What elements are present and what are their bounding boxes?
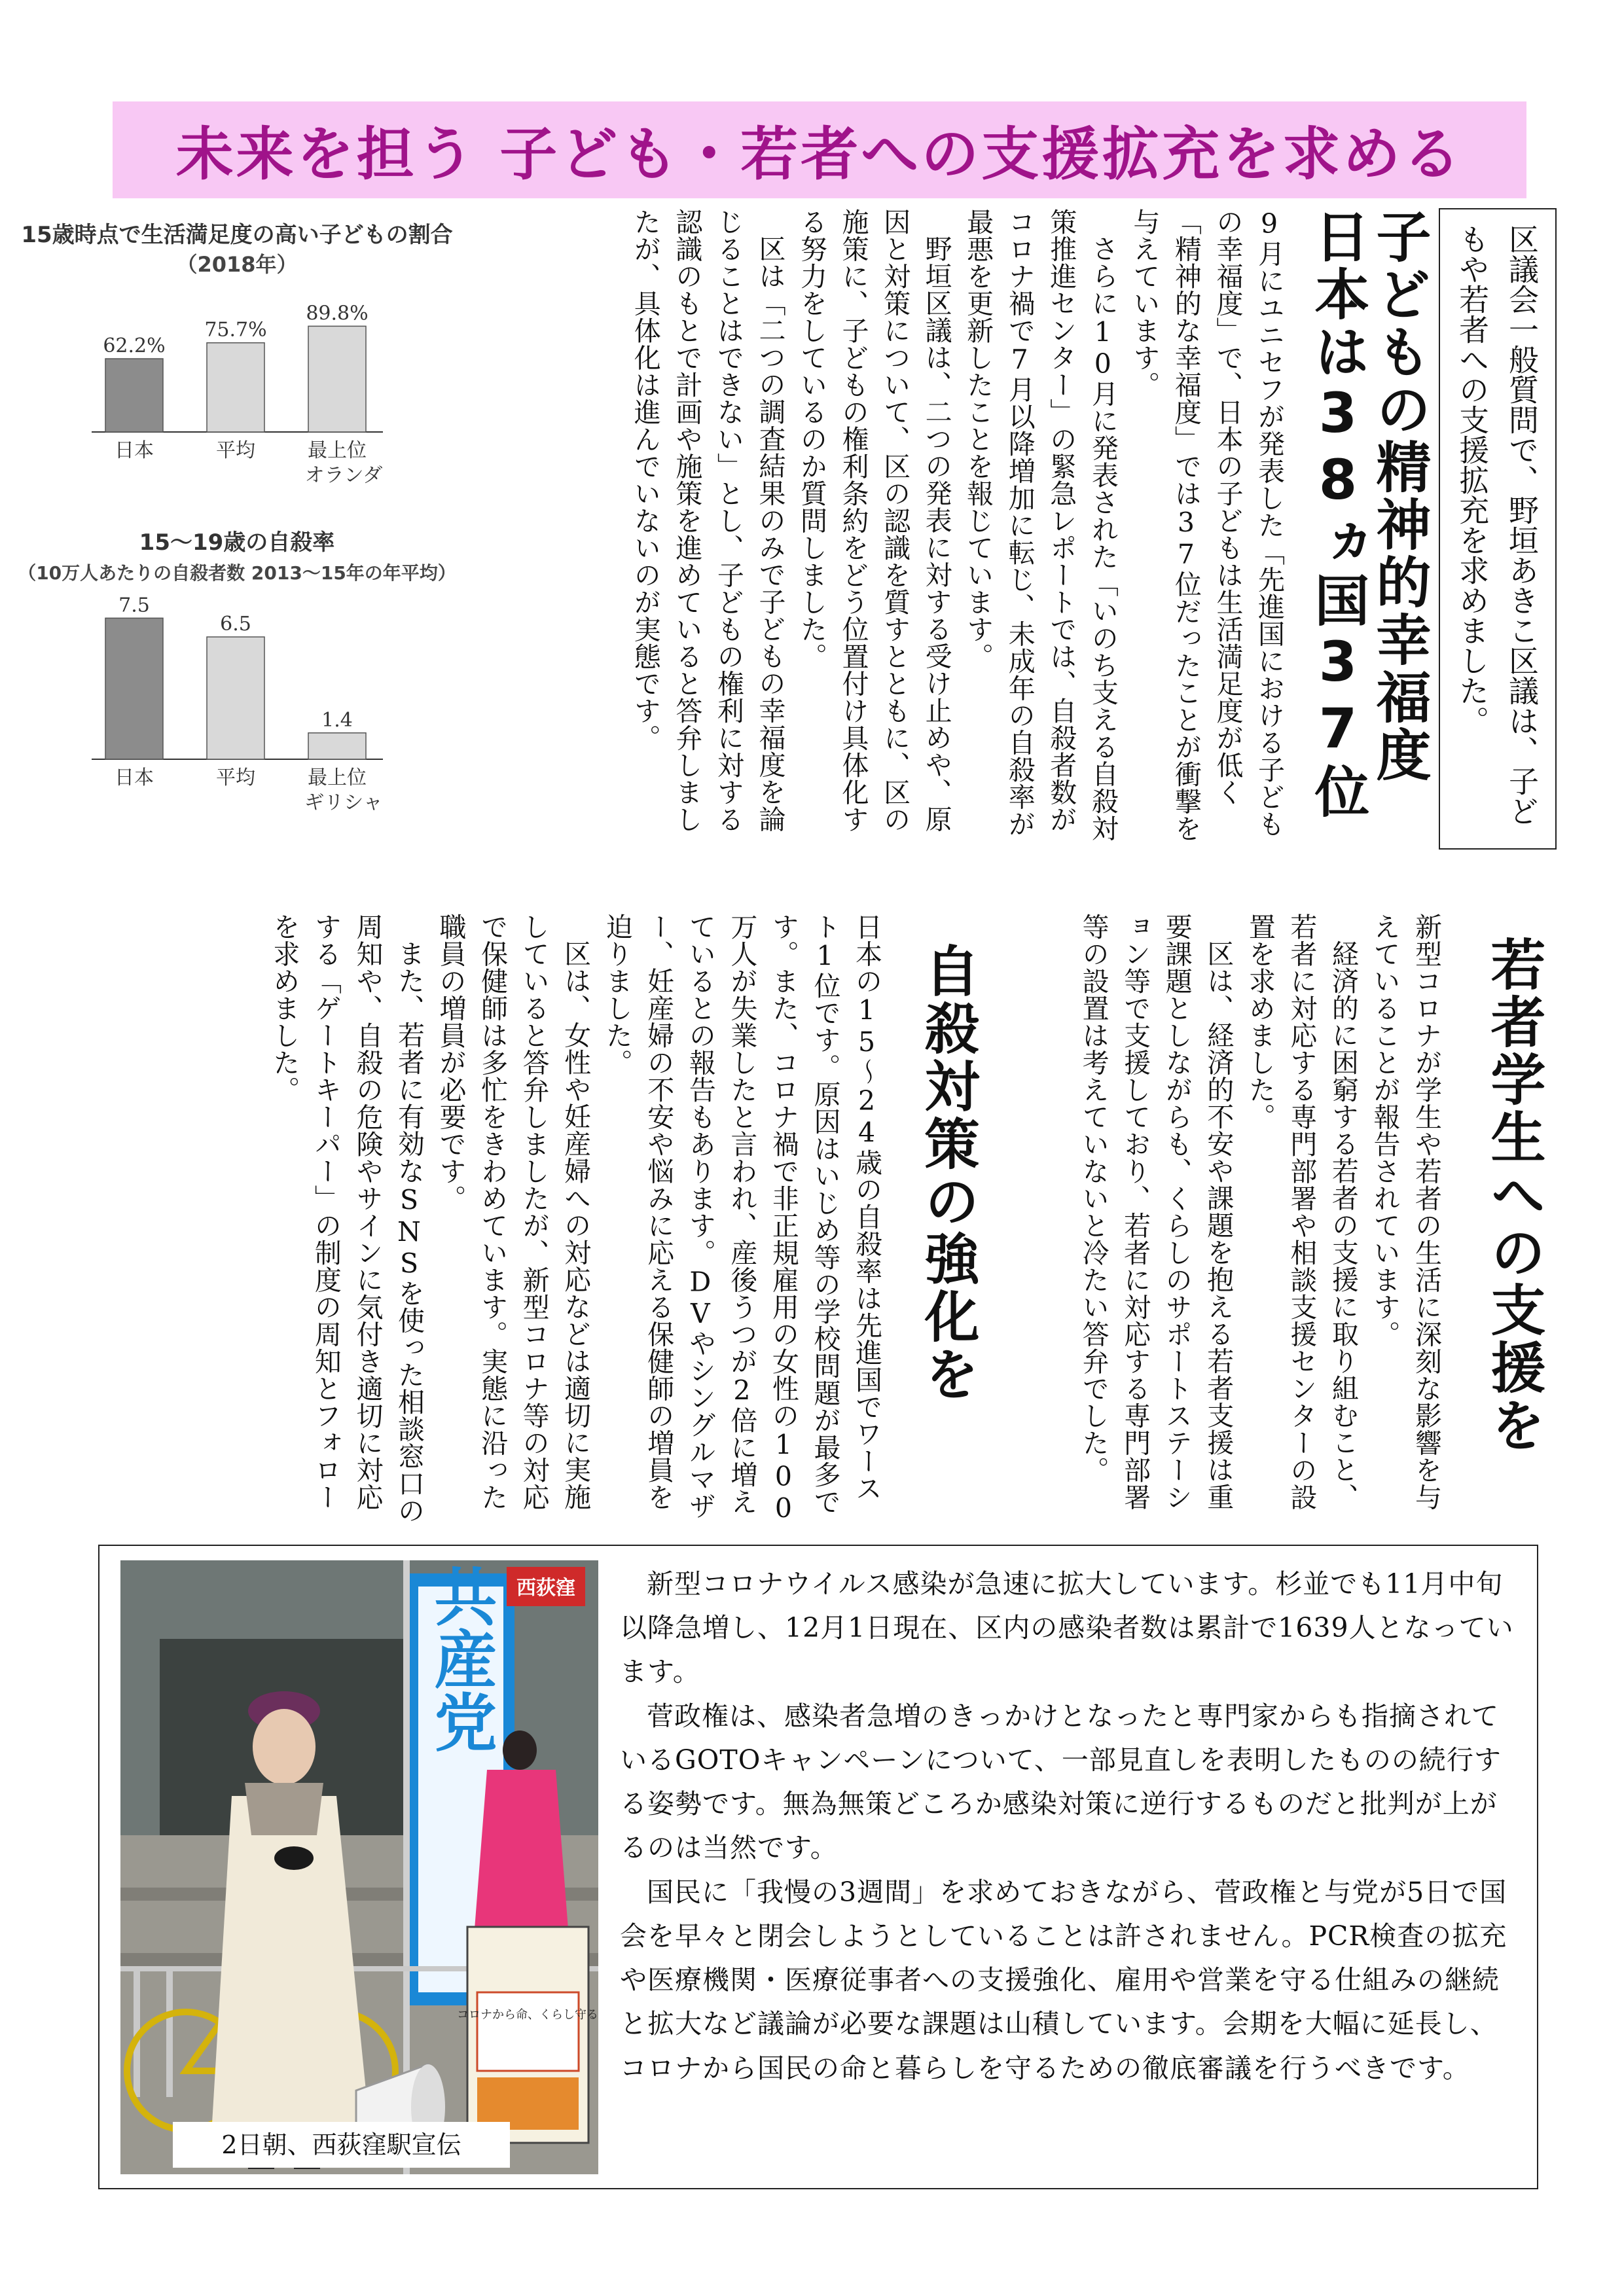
- chart-category-label: 平均: [216, 766, 255, 789]
- chart-value-label: 6.5: [220, 613, 251, 636]
- intro-text: 区議会一般質問で、野垣あきこ区議は、子どもや若者への支援拡充を求めました。: [1454, 224, 1540, 826]
- section2-heading: [1453, 936, 1545, 1460]
- charts-panel: [18, 216, 456, 838]
- section3-paragraph: また、若者に有効なSNSを使った相談窓口の周知や、自殺の危険やサインに気付き適切に対応する「ゲートキーパー」の制度の周知とフォローを求めました。: [268, 913, 425, 1524]
- chart-subtitle: （10万人あたりの自殺者数 2013～15年の年平均）: [18, 562, 456, 584]
- chart-bar: [308, 733, 366, 759]
- section2-paragraph: 新型コロナが学生や若者の生活に深刻な影響を与えていることが報告されています。: [1369, 913, 1442, 1511]
- station-sign-text: 西荻窪: [516, 1577, 575, 1600]
- chart-category-label: 最上位: [308, 439, 367, 462]
- section1-heading-line2: 日本は38ヵ国37位: [1305, 208, 1370, 821]
- section1-heading-line1: 子どもの精神的幸福度: [1367, 208, 1432, 784]
- section3-paragraph: 区は、女性や妊産婦への対応などは適切に実施していると答弁しましたが、新型コロナ等の対応で保健師は多忙をきわめています。実態に沿った職員の増員が必要です。: [435, 913, 592, 1511]
- news-paragraph: 菅政権は、感染者急増のきっかけとなったと専門家からも指摘されているGOTOキャンペーンについて、一部見直しを表明したものの続行する姿勢です。無為無策どころか感染対策に逆行するものだと批判が上がるのは当然です。: [620, 1700, 1502, 1864]
- chart-value-label: 89.8%: [306, 302, 369, 325]
- section2-paragraph: 経済的に困窮する若者の支援に取り組むこと、若者に対応する専門部署や相談支援センターの設置を求めました。: [1244, 913, 1359, 1511]
- news-article: [620, 1562, 1520, 2090]
- charts-svg: [18, 216, 456, 838]
- section1-heading: [1299, 208, 1430, 895]
- section1-paragraph: さらに10月に発表された「いのち支える自殺対策推進センター」の緊急レポートでは、自殺者数がコロナ禍で7月以降増加に転じ、未成年の自殺率が最悪を更新したことを報じています。: [962, 208, 1119, 842]
- chart-bar: [105, 359, 163, 432]
- chart-value-label: 62.2%: [103, 334, 166, 358]
- chart-bar: [308, 326, 366, 432]
- poster-text: コロナから命、くらし守る: [457, 2008, 598, 2022]
- section1-paragraph: 9月にユニセフが発表した「先進国における子どもの幸福度」で、日本の子どもは生活満足度が低く「精神的な幸福度」では37位だったことが衝撃を与えています。: [1128, 208, 1285, 842]
- chart-category-label: オランダ: [304, 464, 383, 487]
- chart-value-label: 7.5: [118, 594, 150, 617]
- chart-category-label: 日本: [115, 439, 154, 462]
- title-banner: [113, 101, 1526, 198]
- party-banner-text: 共産党: [424, 1564, 497, 1753]
- chart-value-label: 75.7%: [204, 318, 267, 342]
- section2-paragraph: 区は、経済的不安や課題を抱える若者支援は重要課題としながらも、くらしのサポートステーション等で支援しており、若者に対応する専門部署等の設置は考えていないと冷たい答弁でした。: [1077, 913, 1235, 1511]
- chart-bar: [105, 618, 163, 759]
- chart-bar: [207, 637, 264, 759]
- news-box: [98, 1545, 1538, 2189]
- news-paragraph: 新型コロナウイルス感染が急速に拡大しています。杉並でも11月中旬以降急増し、12月1日現在、区内の感染者数は累計で1639人となっています。: [620, 1568, 1514, 1688]
- section3-body: [108, 913, 887, 1528]
- chart-category-label: ギリシャ: [304, 791, 383, 814]
- section3-heading-text: 自殺対策の強化を: [916, 942, 980, 1403]
- chart-title: 15～19歳の自殺率: [139, 529, 335, 556]
- section1-body: [419, 208, 1290, 850]
- chart-category-label: 最上位: [308, 766, 367, 789]
- section2-body: [995, 913, 1447, 1528]
- section1-paragraph: 区は「二つの調査結果のみで子どもの幸福度を論じることはできない」とし、子どもの権利に対する認識のもとで計画や施策を進めていると答弁しましたが、具体化は進んでいないのが実態です。: [629, 208, 786, 833]
- photo-caption: 2日朝、西荻窪駅宣伝: [173, 2122, 510, 2168]
- chart-bar: [207, 343, 264, 432]
- news-paragraph: 国民に「我慢の3週間」を求めておきながら、菅政権と与党が5日で国会を早々と閉会しようとしていることは許されません。PCR検査の拡充や医療機関・医療従事者への支援強化、雇用や営業を守る仕組みの継続と拡大など議論が必要な課題は山積しています。会期を大幅に延長し、コロナから国民の命と暮らしを守るための徹底審議を行うべきです。: [620, 1876, 1507, 2084]
- intro-box: [1439, 208, 1557, 850]
- chart-category-label: 平均: [216, 439, 255, 462]
- chart-value-label: 1.4: [321, 708, 353, 732]
- photo-illustration: [120, 1560, 598, 2174]
- section3-heading: [893, 942, 979, 1427]
- chart-category-label: 日本: [115, 766, 154, 789]
- page-title: 未来を担う 子ども・若者への支援拡充を求める: [175, 120, 1464, 188]
- section1-paragraph: 野垣区議は、二つの発表に対する受け止めや、原因と対策について、区の認識を質すとともに、区の施策に、子どもの権利条約をどう位置付け具体化する努力をしているのか質問しました。: [795, 208, 952, 833]
- section3-paragraph: 日本の15～24歳の自殺率は先進国でワースト1位です。原因はいじめ等の学校問題が最多です。また、コロナ禍で非正規雇用の女性の100万人が失業したと言われ、産後うつが2倍に増えているとの報告もあります。DVやシングルマザー、妊産婦の不安や悩みに応える保健師の増員を迫りました。: [601, 913, 882, 1524]
- chart-title: 15歳時点で生活満足度の高い子どもの割合: [21, 222, 453, 248]
- street-campaign-photo: [120, 1560, 598, 2174]
- section2-heading-text: 若者学生への支援を: [1482, 936, 1546, 1454]
- chart-subtitle: （2018年）: [176, 252, 298, 277]
